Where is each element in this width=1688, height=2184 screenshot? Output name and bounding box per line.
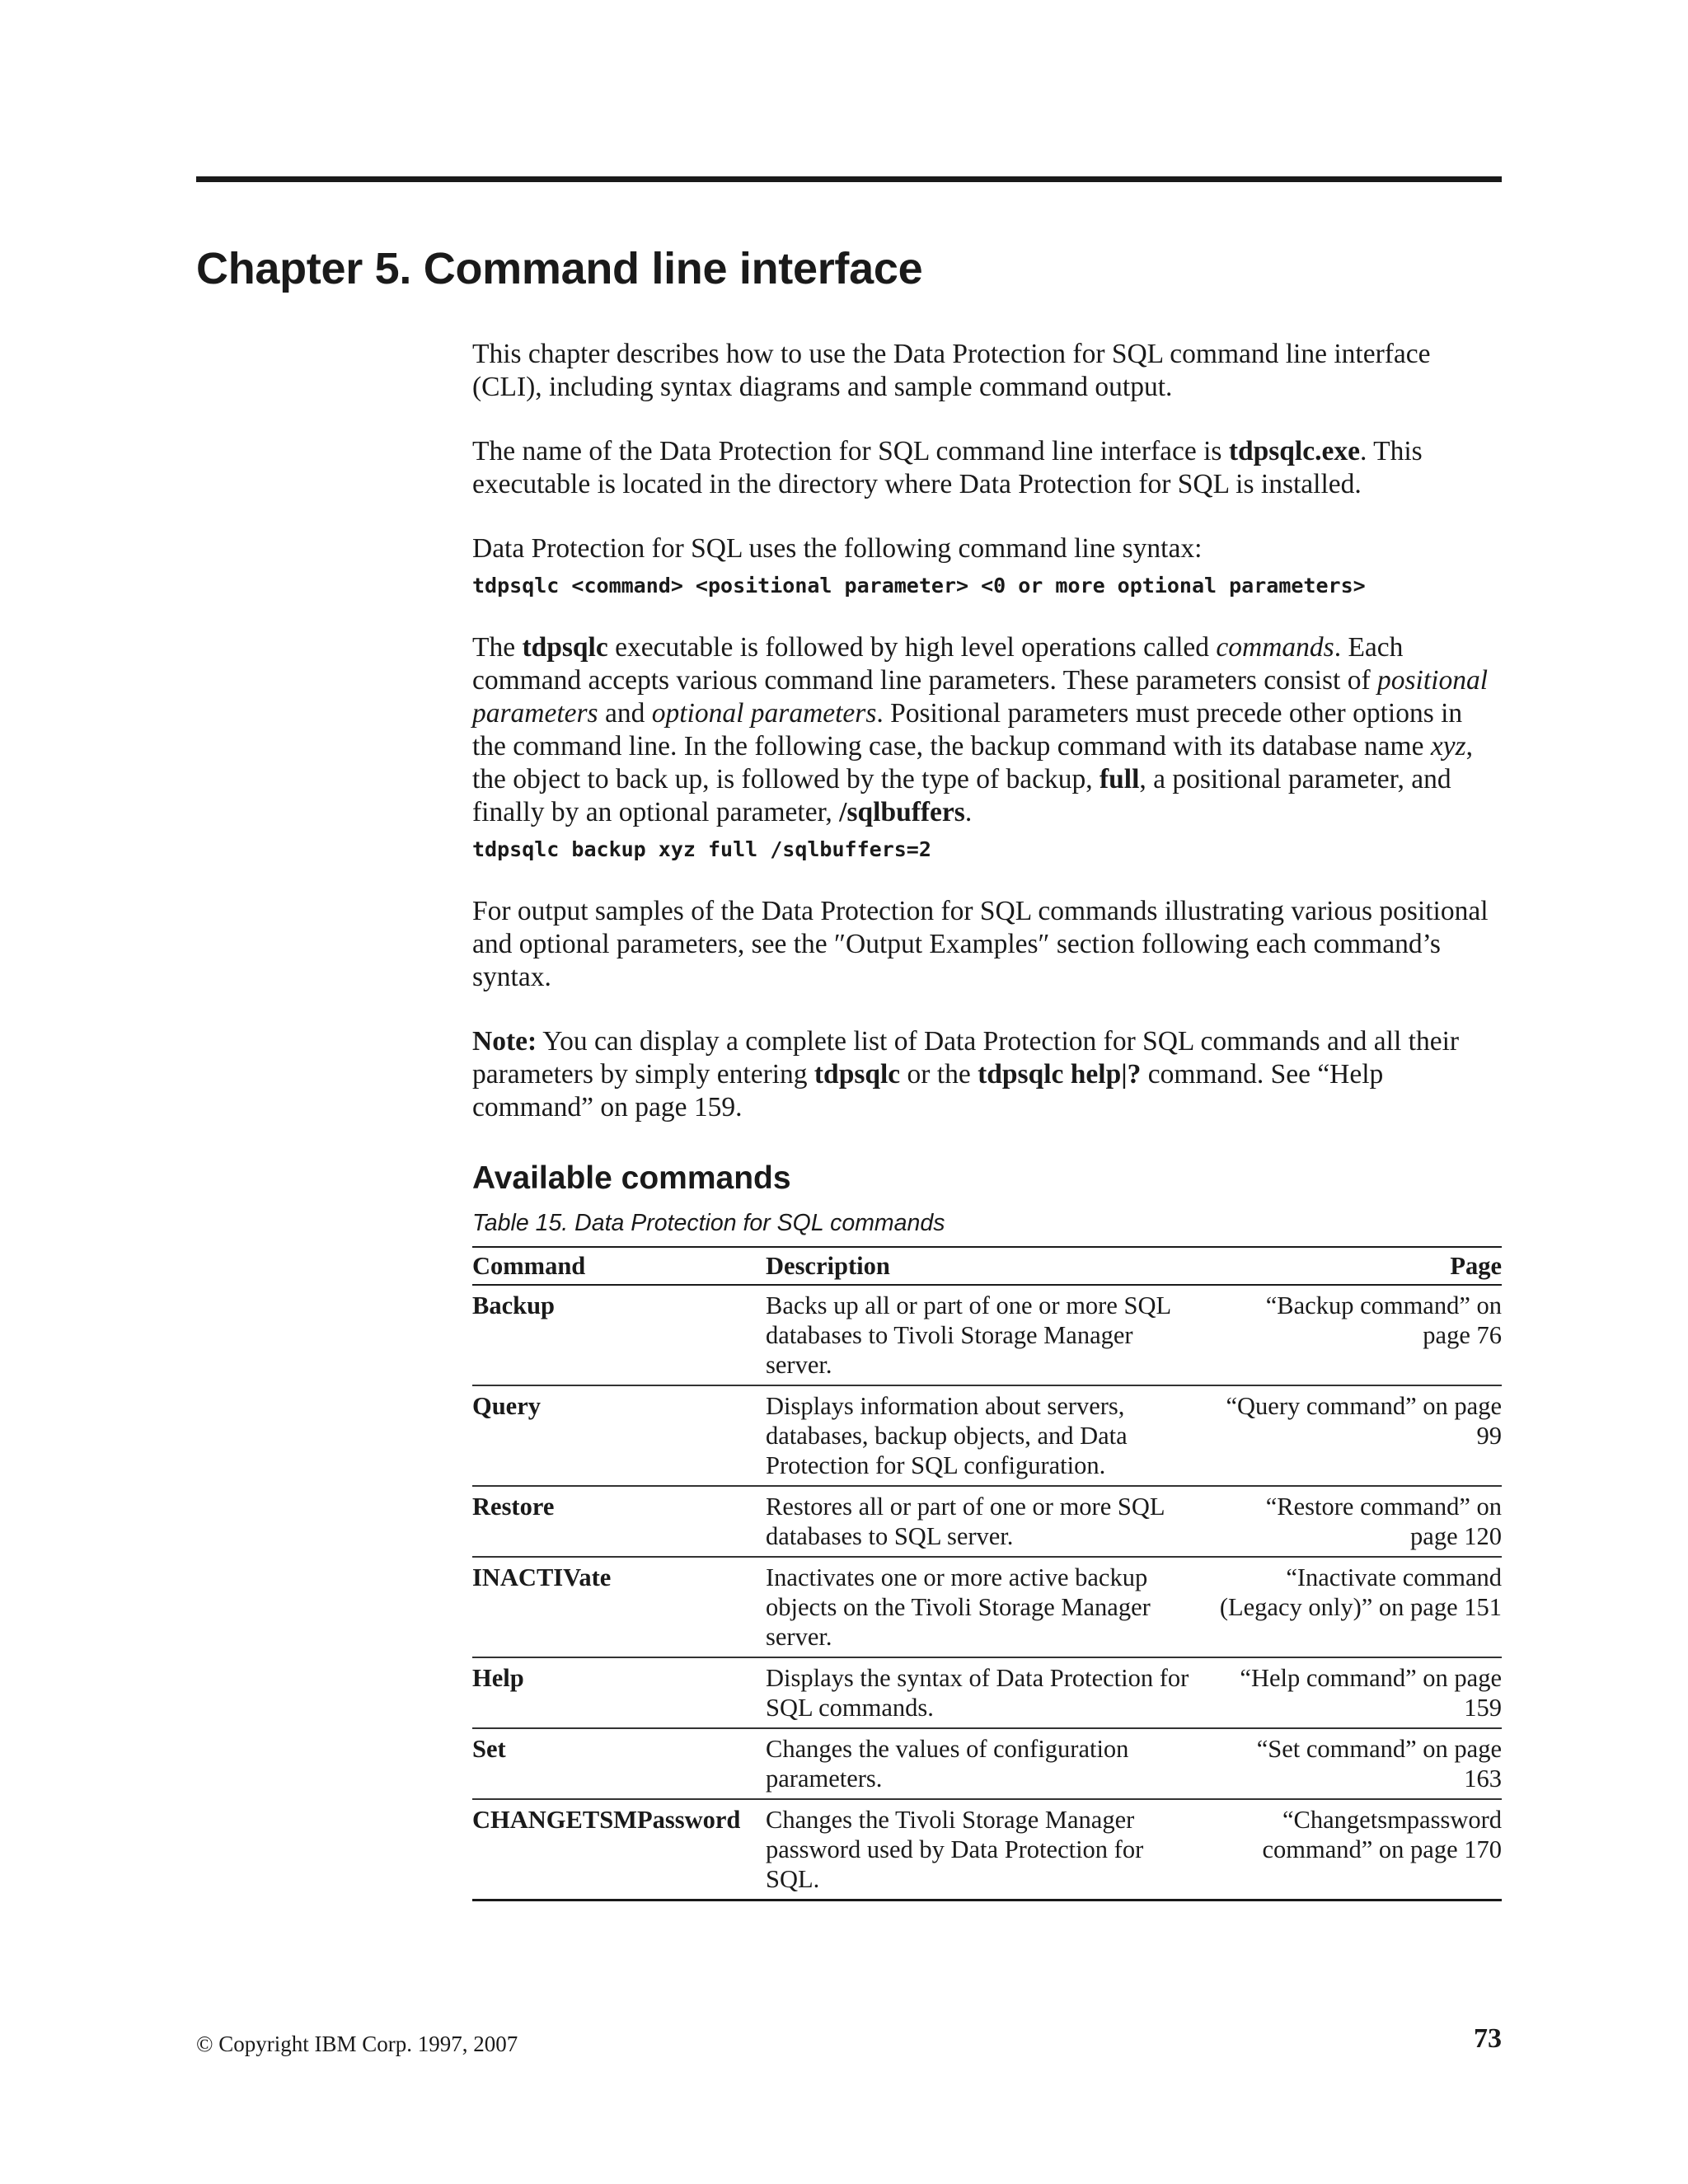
footer-page-number: 73 (1474, 2023, 1502, 2054)
note-paragraph (472, 1025, 1502, 1124)
header-description: Description (766, 1247, 1219, 1285)
table-caption: Table 15. Data Protection for SQL commands (472, 1210, 945, 1236)
cell-description: Displays information about servers, databases, backup objects, and Data Protection for SQL configuration. (766, 1385, 1219, 1486)
chapter-body (472, 338, 1502, 1901)
cell-page: “Changetsmpassword command” on page 170 (1219, 1799, 1502, 1900)
chapter-top-rule (196, 176, 1502, 182)
cell-command: CHANGETSMPassword (472, 1799, 766, 1900)
explain-text: , a positional parameter, and finally by an optional parameter, (472, 764, 1451, 827)
explain-commands: commands (1216, 632, 1334, 663)
cell-description: Changes the Tivoli Storage Manager password used by Data Protection for SQL. (766, 1799, 1219, 1900)
explain-text: The (472, 632, 523, 663)
note-label: Note: (472, 1026, 537, 1057)
exe-text-before: The name of the Data Protection for SQL command line interface is (472, 436, 1229, 466)
footer-copyright: © Copyright IBM Corp. 1997, 2007 (196, 2032, 518, 2056)
exe-text-after: . This executable is located in the directory where Data Protection for SQL is installed. (472, 436, 1423, 499)
note-cmd: tdpsqlc (814, 1059, 901, 1090)
header-page: Page (1219, 1247, 1502, 1285)
explain-text: executable is followed by high level operations called (607, 632, 1217, 663)
cell-description: Changes the values of configuration parameters. (766, 1728, 1219, 1799)
exe-name-paragraph (472, 435, 1502, 501)
explain-sqlbuffers: /sqlbuffers (839, 797, 965, 827)
chapter-title: Chapter 5. Command line interface (196, 244, 923, 293)
cell-command: INACTIVate (472, 1557, 766, 1657)
note-text: or the (900, 1059, 978, 1090)
intro-paragraph: This chapter describes how to use the Data Protection for SQL command line interface (CLI), including syntax diagrams and sample command output. (472, 339, 1431, 402)
cell-page: “Inactivate command (Legacy only)” on page 151 (1219, 1557, 1502, 1657)
example-code: tdpsqlc backup xyz full /sqlbuffers=2 (472, 837, 931, 861)
explain-cmd: tdpsqlc (522, 632, 608, 663)
explain-optional: optional parameters (651, 698, 877, 729)
cell-page: “Help command” on page 159 (1219, 1657, 1502, 1728)
cell-description: Backs up all or part of one or more SQL databases to Tivoli Storage Manager server. (766, 1285, 1219, 1385)
cell-description: Restores all or part of one or more SQL databases to SQL server. (766, 1486, 1219, 1557)
cell-page: “Backup command” on page 76 (1219, 1285, 1502, 1385)
output-samples-paragraph: For output samples of the Data Protection for SQL commands illustrating various positional and optional parameters, see the ″Output Examples″ section following each command’s syntax. (472, 896, 1489, 992)
table-header-row (472, 1247, 1502, 1285)
exe-name: tdpsqlc.exe (1228, 436, 1360, 466)
table-row (472, 1385, 1502, 1486)
cell-page: “Restore command” on page 120 (1219, 1486, 1502, 1557)
table-row (472, 1799, 1502, 1900)
syntax-intro-paragraph: Data Protection for SQL uses the following command line syntax: (472, 533, 1203, 564)
explain-text: . Positional parameters must precede other options in the command line. In the following case, the backup command with its database name (472, 698, 1463, 762)
explain-text: . Each command accepts various command line parameters. These parameters consist of (472, 632, 1404, 696)
table-row (472, 1657, 1502, 1728)
cell-command: Restore (472, 1486, 766, 1557)
cell-command: Query (472, 1385, 766, 1486)
cell-command: Help (472, 1657, 766, 1728)
note-text: You can display a complete list of Data Protection for SQL commands and all their parameters by simply entering (472, 1026, 1460, 1090)
commands-table (472, 1246, 1502, 1901)
table-row (472, 1728, 1502, 1799)
note-cmd: tdpsqlc help|? (978, 1059, 1142, 1090)
explain-positional: positional parameters (472, 665, 1489, 729)
explain-text: and (598, 698, 652, 729)
section-title: Available commands (472, 1160, 791, 1196)
cell-description: Displays the syntax of Data Protection for SQL commands. (766, 1657, 1219, 1728)
cell-page: “Query command” on page 99 (1219, 1385, 1502, 1486)
header-command: Command (472, 1247, 766, 1285)
table-row (472, 1486, 1502, 1557)
syntax-code: tdpsqlc <command> <positional parameter> <0 or more optional parameters> (472, 574, 1366, 598)
cell-command: Backup (472, 1285, 766, 1385)
explain-paragraph (472, 631, 1502, 829)
cell-description: Inactivates one or more active backup objects on the Tivoli Storage Manager server. (766, 1557, 1219, 1657)
table-row (472, 1557, 1502, 1657)
note-text: command. See “Help command” on page 159. (472, 1059, 1384, 1122)
explain-full: full (1100, 764, 1140, 794)
cell-command: Set (472, 1728, 766, 1799)
explain-xyz: xyz (1430, 731, 1466, 762)
cell-page: “Set command” on page 163 (1219, 1728, 1502, 1799)
explain-text: , the object to back up, is followed by the type of backup, (472, 731, 1474, 794)
explain-text: . (964, 797, 973, 827)
table-row (472, 1285, 1502, 1385)
